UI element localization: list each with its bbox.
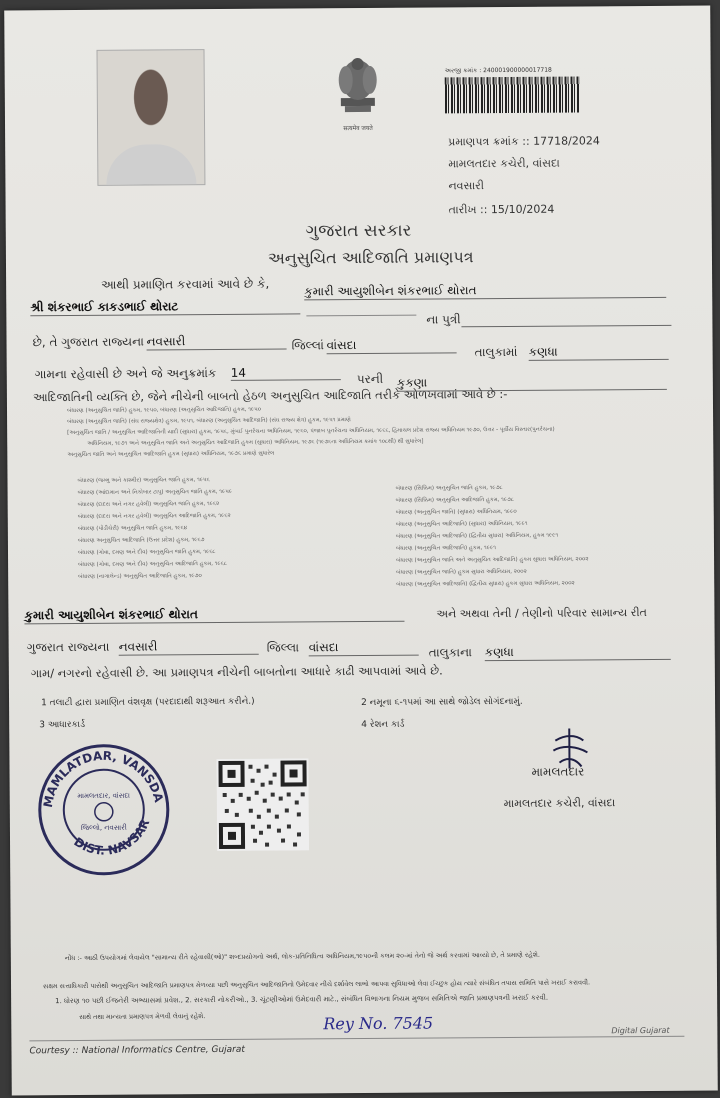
note-4: સાથે તથા માન્યતા પ્રમાણપત્ર મેળવી લેવાનું રહેશે.: [79, 1012, 206, 1021]
issuing-district: નવસારી: [448, 179, 485, 193]
qr-code: [216, 758, 309, 851]
residence-taluka: વાંસદા: [309, 640, 419, 657]
photo-figure: [106, 144, 196, 185]
order-line: બંધારણ (ગોવા, દમણ અને દીવ) અનુસુચિત આદિજાતિ હુકમ, ૧૯૬૮: [78, 560, 227, 568]
emblem-caption: सत्यमेव जयते: [343, 124, 373, 133]
document-item: 2 નમૂના ૬-૧૫માં આ સાથે જોડેલ સોગંદનામું.: [361, 696, 523, 709]
applicant-photo: [96, 49, 205, 186]
order-line: બંધારણ (અનુસુચિત જાતિ) હુકમ સુધારા અધિનિયમ, ૨૦૦૨: [396, 568, 527, 576]
order-line: બંધારણ (દાદરા અને નગર હવેલી) અનુસુચિત આદિજાતિ હુકમ, ૧૯૬૨: [77, 512, 231, 520]
order-line: બંધારણ (અનુસુચિત આદિજાતિ) (દ્વિતીય સુધારા) અધિનિયમ, હુકમ ૧૯૯૧: [395, 532, 559, 540]
family-text: અને અથવા તેની / તેણીનો પરિવાર સામાન્ય રીત: [436, 606, 647, 621]
document-item: 4 રેશન કાર્ડ: [361, 719, 405, 731]
seal-text-bottom: DIST. NAVSARI: [71, 817, 153, 858]
order-line: બંધારણ (અનુસુચિત જાતિ અને અનુસુચિત આદિજાતિ) હુકમ સુધારા અધિનિયમ, ૨૦૦૨: [396, 556, 589, 564]
note-1: નોંધ :- આઠી ઉપયોગમાં લેવાયેલ "સામાન્ય રીતે રહેવાસી(ઓ)" શબ્દપ્રયોગનો અર્થ, લોક-પ્રતિનિધિત્વ અધિનિયમ,૧૯૫૦ની કલમ ૨૦-માં તેનો જે અર્થ કરવામાં આવ્યો છે, તે પ્રમાણે રહેશે.: [64, 950, 540, 963]
document-item: 1 તલાટી દ્વારા પ્રમાણિત વંશવૃક્ષ (પરદાદાથી શરૂઆત કરીને.): [41, 696, 255, 709]
orders-right: [396, 484, 589, 588]
taluka-value: વાંસદા: [327, 337, 457, 354]
national-emblem-icon: [323, 50, 394, 133]
state-prefix: છે, તે ગુજરાત રાજ્યના: [32, 334, 144, 350]
relation-line: [461, 324, 671, 327]
order-line: અનુસુચિત જાતિ અને અનુસુચિત આદિજાતિ હુકમ (સુધારા) અધિનિયમ, ૧૯૭૬ પ્રમાણે સુધારેલ: [67, 450, 275, 459]
district-label: જિલ્લાં: [291, 338, 324, 353]
order-line: બંધારણ (ગોવા, દમણ અને દીવ) અનુસુચિત જાતિ હુકમ, ૧૯૬૮: [77, 549, 216, 556]
courtesy-text: Courtesy :: National Informatics Centre, Gujarat: [29, 1044, 245, 1057]
residence-taluka-label: તાલુકાના: [428, 645, 473, 660]
order-line: બંધારણ (અનુસુચિત જાતિ) (સુધારા) અધિનિયમ, ૧૯૯૦: [395, 508, 517, 516]
residence-village: કણધા: [485, 644, 671, 661]
tribe-value: કુકણા: [397, 374, 667, 392]
order-line: બંધારણ (અનુસુચિત આદિજાતિ) (સુધારા) અધિનિયમ, ૧૯૯૧: [395, 520, 528, 528]
village-value: કણધા: [529, 344, 669, 361]
seal-inner-top: મામલતદાર, વાંસદા: [77, 791, 131, 800]
tribe-label: પરની: [356, 371, 384, 387]
seal-inner-bottom: જિલ્લો, નવસારી: [80, 823, 127, 832]
father-name: શ્રી શંકરભાઈ કાકડભાઈ થોરાટ: [30, 298, 300, 316]
blank-line: [306, 315, 416, 317]
note-3: 1. ધોરણ ૧૦ પછી ઈજનેરી અભ્યાસમાં પ્રવેશ., 2. સરકારી નોકરીઓ., 3. ચૂંટણીઓમાં ઉમેદવારી માટે., સંબંધિત વિભાગના નિયમ મુજબ સમિતિએ જાતિ પ્રમાણપત્રની ખરાઈ કરવી.: [55, 993, 549, 1006]
district-value: નવસારી: [146, 334, 286, 351]
official-seal: [33, 739, 174, 880]
tribe-statement: આદિજાતિની વ્યક્તિ છે, જેને નીચેની બાબતો હેઠળ અનુસુચિત આદિજાતિ તરીકે ઓળખવામાં આવે છે :-: [32, 386, 508, 405]
taluka-suffix: તાલુકામાં: [474, 344, 518, 360]
order-line: [અનુસુચિત જાતિ / અનુસુચિત આદિજાતિની યાદી (સુધારા) હુકમ, ૧૯૫૬, મુંબઈ પુનર્રચના અધિનિયમ, ૧૯૬૦, પંજાબ પુનર્રચના અધિનિયમ, ૧૯૬૬, હિમાચલ પ્રદેશ રાજ્ય અધિનિયમ ૧૯૭૦, ઉત્તર - પૂર્વીય વિસ્તાર(પુનર્રચના): [67, 426, 555, 437]
order-line: બંધારણ (પોંડીચેરી) અનુસુચિત જાતિ હુકમ, ૧૯૬૪: [77, 525, 188, 532]
signatory-office: મામલતદાર કચેરી, વાંસદા: [503, 796, 616, 811]
relation: ના પુત્રી: [426, 312, 461, 327]
signatory-title: મામલતદાર: [531, 764, 585, 779]
footer-divider: [29, 1036, 684, 1042]
order-line: બંધારણ (નાગાલેન્ડ) અનુસુચિત આદિજાતિ હુકમ, ૧૯૭૦: [78, 573, 202, 580]
barcode-bars: [445, 76, 580, 113]
residence-statement: ગામ/ નગરનો રહેવાસી છે. આ પ્રમાણપત્ર નીચેની બાબતોના આધારે કાઢી આપવામાં આવે છે.: [30, 663, 443, 681]
orders-top: [67, 405, 555, 459]
certificate-title: અનુસુચિત આદિજાતિ પ્રમાણપત્ર: [267, 247, 474, 268]
note-2: સક્ષમ સત્તાધિકારી પાસેથી અનુસુચિત આદિજાતિ પ્રમાણપત્ર મેળવ્યા પછી અનુસુચિત આદિજાતિનો ઉમેદવાર નીચે દર્શાવેલ લાભો આપવા સુવિધાઓ લેવા ઈચ્છુક હોય ત્યારે સંબંધિત તપાસ સમિતિ પાસે ખરાઈ કરાવવી.: [43, 978, 591, 991]
order-line: બંધારણ (આંદામાન અને નિકોબાર ટાપુ) અનુસુચિત જાતિ હુકમ, ૧૯૫૯: [77, 488, 233, 496]
seal-text-top: MAMLATDAR, VANSDA: [40, 748, 166, 809]
order-line: બંધારણ (દાદરા અને નગર હવેલી) અનુસુચિત જાતિ હુકમ, ૧૯૬૨: [77, 500, 220, 508]
registration-handwriting: Rey No. 7545: [323, 1013, 434, 1034]
barcode: [445, 66, 580, 119]
order-line: અધિનિયમ, ૧૯૭૧ અને અનુસુચિત જાતિ અને અનુસુચિત આદિજાતિ હુકમ (સુધારા) અધિનિયમ, ૧૯૭૬ (૧૯૭૬ના અધિનિયમ ક્રમાંક ૧૦૮થી) થી સુધારેલ]: [87, 438, 424, 447]
order-line: બંધારણ (અનુસુચિત આદિજાતિ) (દ્વિતીય સુધારા) હુકમ સુધારા અધિનિયમ, ૨૦૦૨: [396, 580, 575, 588]
village-prefix: ગામના રહેવાસી છે અને જે અનુક્રમાંક: [34, 366, 217, 382]
issuing-office: મામલતદાર કચેરી, વાંસદા: [448, 156, 560, 171]
residence-name: કુમારી આયુશીબેન શંકરભાઈ થોરાત: [24, 606, 404, 625]
applicant-name: કુમારી આયુશીબેન શંકરભાઈ થોરાત: [304, 282, 666, 301]
order-line: બંધારણ (અનુસુચિત જાતિ) હુકમ, ૧૯૫૦, બંધારણ (અનુસુચિત આદિજાતિ) હુકમ, ૧૯૫૦: [66, 406, 262, 415]
order-line: બંધારણ (અનુસુચિત જાતિ) (સંઘ રાજ્યક્ષેત્ર) હુકમ, ૧૯૫૧, બંધારણ (અનુસુચિત આદિજાતિ) (સંઘ રાજ્ય ક્ષેત્ર) હુકમ, ૧૯૫૧ પ્રમાણે: [67, 417, 351, 426]
barcode-number: અરજી ક્રમાંક : 240001900000017718: [444, 66, 552, 75]
issue-date: તારીખ :: 15/10/2024: [448, 202, 555, 217]
order-line: બંધારણ (જમ્મુ અને કાશ્મીર) અનુસુચિત જાતિ હુકમ, ૧૯૫૬: [77, 477, 210, 484]
certify-intro: આથી પ્રમાણિત કરવામાં આવે છે કે,: [101, 276, 270, 292]
government-title: ગુજરાત સરકાર: [305, 220, 412, 242]
certificate-number: પ્રમાણપત્ર ક્રમાંક :: 17718/2024: [448, 134, 600, 149]
orders-left: [77, 477, 232, 581]
order-line: બંધારણ (સિક્કિમ) અનુસુચિત આદિજાતિ હુકમ, ૧૯૭૮: [395, 496, 514, 504]
brand-text: Digital Gujarat: [611, 1025, 670, 1036]
residence-district: નવસારી: [119, 639, 259, 656]
order-line: બંધારણ અનુસુચિત આદિજાતિ (ઉત્તર પ્રદેશ) હુકમ, ૧૯૬૭: [77, 537, 205, 544]
residence-district-label: જિલ્લા: [266, 640, 300, 655]
order-line: બંધારણ (સિક્કિમ) અનુસુચિત જાતિ હુકમ, ૧૯૭૮: [395, 485, 503, 492]
residence-state: ગુજરાત રાજ્યના: [26, 639, 110, 655]
order-line: બંધારણ (અનુસુચિત આદિજાતિ) હુકમ, ૧૯૯૧: [395, 545, 496, 552]
document-item: 3 આધારકાર્ડ: [39, 719, 86, 731]
certificate-paper: [4, 6, 718, 1096]
serial-number: 14: [231, 365, 341, 381]
